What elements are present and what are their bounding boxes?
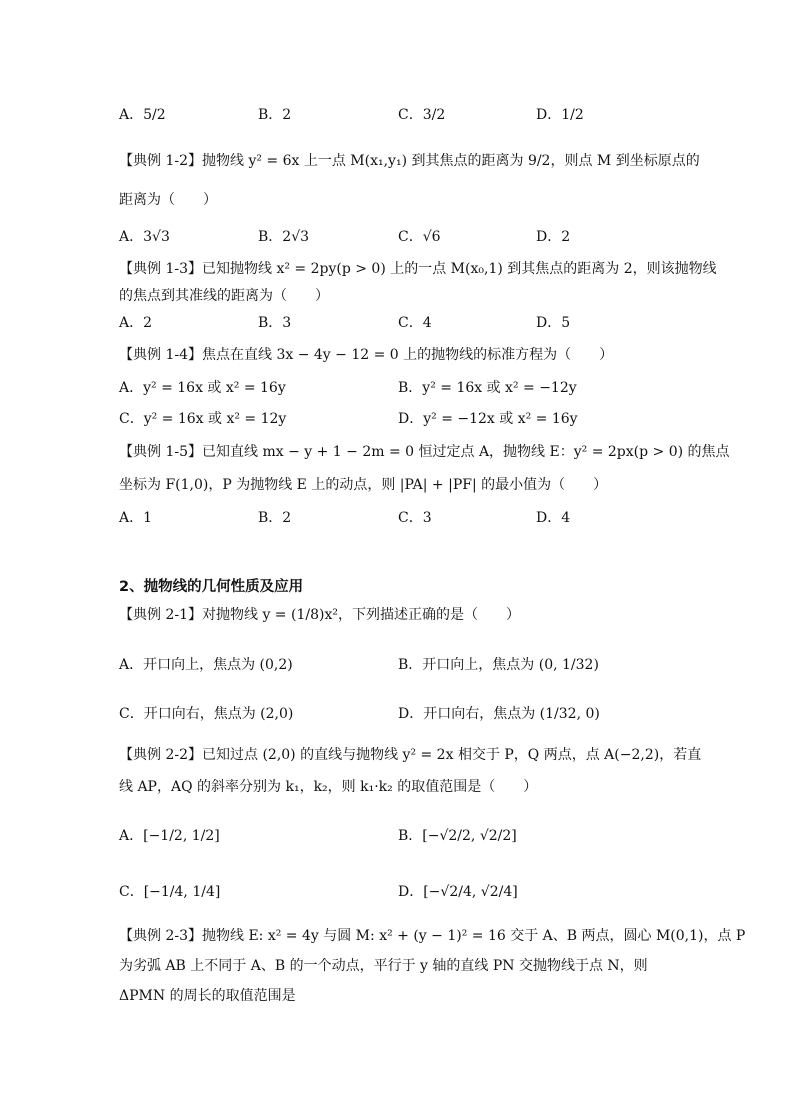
option-a: A．1 [119,510,153,526]
question-line: 【典例 1-2】抛物线 y² = 6x 上一点 M(x₁,y₁) 到其焦点的距离为 9/2，则点 M 到坐标原点的 [119,153,700,169]
option-a: A．2 [119,315,153,331]
option-b: B．3 [258,315,292,331]
option-a: A．5/2 [119,107,166,123]
option-c: C．3 [398,510,432,526]
option-c: C．y² = 16x 或 x² = 12y [119,411,287,427]
option-b: B．y² = 16x 或 x² = −12y [398,380,577,396]
option-d: D．4 [536,510,571,526]
option-b: B．开口向上，焦点为 (0, 1/32) [398,657,599,673]
option-b: B．2 [258,107,292,123]
option-a: A．y² = 16x 或 x² = 16y [119,380,286,396]
question-line: ΔPMN 的周长的取值范围是 [119,988,296,1004]
option-d: D．[−√2/4, √2/4] [398,884,518,900]
question-line: 的焦点到其准线的距离为（ ） [119,288,329,304]
option-c: C．4 [398,315,432,331]
question-line: 距离为（ ） [119,192,217,208]
option-c: C．[−1/4, 1/4] [119,884,221,900]
question-line: 【典例 2-2】已知过点 (2,0) 的直线与抛物线 y² = 2x 相交于 P，Q 两点，点 A(−2,2)，若直 [119,747,702,763]
question-line: 坐标为 F(1,0)，P 为抛物线 E 上的动点，则 |PA| + |PF| 的最小值为（ ） [119,477,608,493]
question-line: 线 AP，AQ 的斜率分别为 k₁，k₂，则 k₁·k₂ 的取值范围是（ ） [119,779,538,795]
section-heading: 2、抛物线的几何性质及应用 [119,579,304,595]
question-line: 【典例 2-1】对抛物线 y = (1/8)x²，下列描述正确的是（ ） [119,607,520,623]
option-c: C．√6 [398,229,441,245]
option-d: D．y² = −12x 或 x² = 16y [398,411,578,427]
question-line: 【典例 1-4】焦点在直线 3x − 4y − 12 = 0 上的抛物线的标准方程为（ ） [119,347,614,363]
question-line: 【典例 1-5】已知直线 mx − y + 1 − 2m = 0 恒过定点 A，抛物线 E：y² = 2px(p > 0) 的焦点 [119,444,730,460]
option-b: B．[−√2/2, √2/2] [398,828,517,844]
question-line: 为劣弧 AB 上不同于 A、B 的一个动点，平行于 y 轴的直线 PN 交抛物线于点 N，则 [119,958,648,974]
option-b: B．2√3 [258,229,310,245]
option-a: A．开口向上，焦点为 (0,2) [119,657,293,673]
option-d: D．5 [536,315,571,331]
option-d: D．1/2 [536,107,584,123]
option-d: D．开口向右，焦点为 (1/32, 0) [398,706,600,722]
option-a: A．[−1/2, 1/2] [119,828,220,844]
option-c: C．3/2 [398,107,446,123]
option-b: B．2 [258,510,292,526]
option-d: D．2 [536,229,571,245]
question-line: 【典例 2-3】抛物线 E: x² = 4y 与圆 M: x² + (y − 1)² = 16 交于 A、B 两点，圆心 M(0,1)，点 P [119,928,746,944]
option-c: C．开口向右，焦点为 (2,0) [119,706,294,722]
option-a: A．3√3 [119,229,170,245]
question-line: 【典例 1-3】已知抛物线 x² = 2py(p > 0) 上的一点 M(x₀,1) 到其焦点的距离为 2，则该抛物线 [119,261,717,277]
